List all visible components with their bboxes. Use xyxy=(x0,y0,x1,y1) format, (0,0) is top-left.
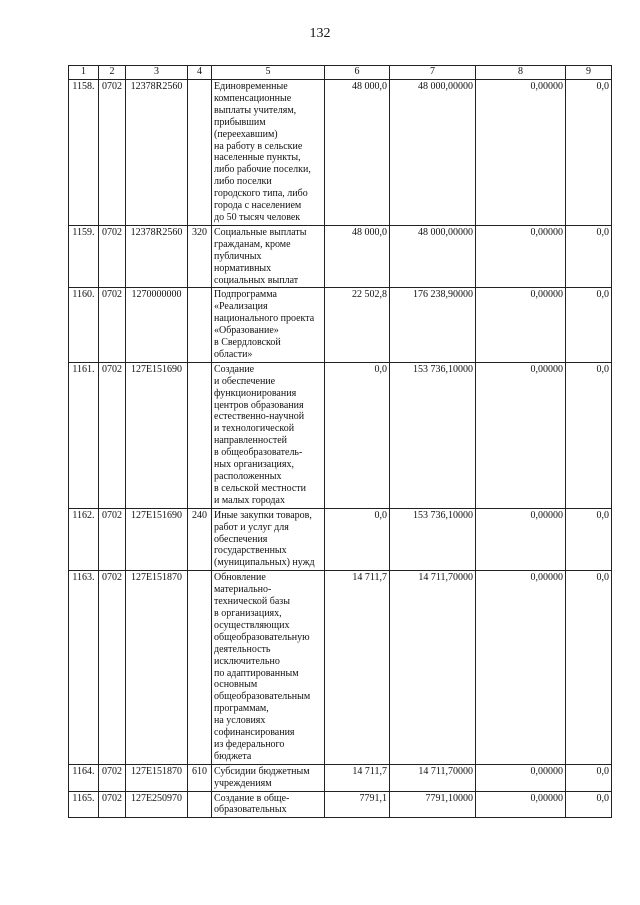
amount-cell: 0,00000 xyxy=(476,225,566,288)
column-header: 9 xyxy=(566,66,612,80)
amount-cell: 0,0 xyxy=(566,288,612,362)
amount-cell: 0,00000 xyxy=(476,362,566,508)
name-line: городского типа, либо xyxy=(214,188,308,200)
row-number-cell: 1163. xyxy=(69,571,99,765)
column-header: 7 xyxy=(390,66,476,80)
name-cell xyxy=(212,225,325,288)
amount-cell: 153 736,10000 xyxy=(390,362,476,508)
amount-cell: 14 711,70000 xyxy=(390,571,476,765)
name-line: в Свердловской xyxy=(214,337,281,349)
name-line: национального проекта xyxy=(214,313,315,325)
name-line: в сельской местности xyxy=(214,482,306,494)
amount-cell: 0,0 xyxy=(566,791,612,818)
amount-cell: 176 238,90000 xyxy=(390,288,476,362)
target-article-cell: 127E151870 xyxy=(126,571,188,765)
name-line: социальных выплат xyxy=(214,274,299,286)
name-line: Единовременные xyxy=(214,81,288,92)
expense-type-cell: 610 xyxy=(188,764,212,791)
name-cell xyxy=(212,288,325,362)
table-row xyxy=(69,288,612,362)
table-row xyxy=(69,225,612,288)
target-article-cell: 127E151690 xyxy=(126,362,188,508)
expense-type-cell: 240 xyxy=(188,508,212,571)
name-cell xyxy=(212,508,325,571)
name-line: осуществляющих xyxy=(214,619,290,631)
table-row xyxy=(69,362,612,508)
amount-cell: 14 711,7 xyxy=(325,764,390,791)
amount-cell: 14 711,7 xyxy=(325,571,390,765)
name-line: Создание в обще- xyxy=(214,792,290,804)
name-line: общеобразовательную xyxy=(214,631,310,643)
section-code-cell: 0702 xyxy=(99,288,126,362)
name-line: по адаптированным xyxy=(214,667,299,679)
amount-cell: 153 736,10000 xyxy=(390,508,476,571)
name-line: области» xyxy=(214,348,253,360)
amount-cell: 0,0 xyxy=(566,225,612,288)
page-number: 132 xyxy=(309,26,331,41)
name-line: до 50 тысяч человек xyxy=(214,211,301,223)
section-code-cell: 0702 xyxy=(99,764,126,791)
row-number-cell: 1164. xyxy=(69,764,99,791)
amount-cell: 48 000,00000 xyxy=(390,225,476,288)
amount-cell: 0,0 xyxy=(325,362,390,508)
column-header: 4 xyxy=(188,66,212,80)
section-code-cell: 0702 xyxy=(99,791,126,818)
name-line: Обновление xyxy=(214,572,266,584)
table-body xyxy=(69,80,612,818)
name-line: прибывшим xyxy=(214,116,266,128)
name-line: образовательных xyxy=(214,804,287,816)
name-line: публичных xyxy=(214,250,262,262)
row-number-cell: 1165. xyxy=(69,791,99,818)
name-line: ных организациях, xyxy=(214,459,295,471)
amount-cell: 7791,10000 xyxy=(390,791,476,818)
target-article-cell: 1270000000 xyxy=(126,288,188,362)
expense-type-cell xyxy=(188,362,212,508)
column-header: 5 xyxy=(212,66,325,80)
name-line: города с населением xyxy=(214,200,302,212)
name-line: в организациях, xyxy=(214,607,282,619)
name-line: на условиях xyxy=(214,715,266,727)
name-line: функционирования xyxy=(214,387,297,399)
table-row xyxy=(69,764,612,791)
amount-cell: 0,00000 xyxy=(476,791,566,818)
expense-type-cell: 320 xyxy=(188,225,212,288)
amount-cell: 0,00000 xyxy=(476,571,566,765)
column-header: 2 xyxy=(99,66,126,80)
name-line: либо рабочие поселки, xyxy=(214,164,311,176)
amount-cell: 0,0 xyxy=(566,80,612,226)
amount-cell: 0,00000 xyxy=(476,288,566,362)
target-article-cell: 127E151870 xyxy=(126,764,188,791)
amount-cell: 0,00000 xyxy=(476,80,566,226)
budget-table xyxy=(68,65,612,818)
name-line: естественно-научной xyxy=(214,411,305,423)
name-line: гражданам, кроме xyxy=(214,238,291,250)
name-cell xyxy=(212,791,325,818)
expense-type-cell xyxy=(188,288,212,362)
row-number-cell: 1161. xyxy=(69,362,99,508)
name-line: нормативных xyxy=(214,262,272,274)
name-line: населенные пункты, xyxy=(214,152,301,164)
target-article-cell: 127E151690 xyxy=(126,508,188,571)
amount-cell: 48 000,0 xyxy=(325,225,390,288)
name-line: и технологической xyxy=(214,423,295,435)
row-number-cell: 1162. xyxy=(69,508,99,571)
name-line: (переехавшим) xyxy=(214,128,278,140)
name-line: софинансирования xyxy=(214,727,295,739)
row-number-cell: 1158. xyxy=(69,80,99,226)
name-line: бюджета xyxy=(214,750,252,762)
name-line: обеспечения xyxy=(214,533,268,545)
name-line: общеобразовательным xyxy=(214,691,311,703)
name-line: работ и услуг для xyxy=(214,521,289,533)
expense-type-cell xyxy=(188,791,212,818)
amount-cell: 7791,1 xyxy=(325,791,390,818)
section-code-cell: 0702 xyxy=(99,225,126,288)
table-header-row xyxy=(69,66,612,80)
name-line: «Реализация xyxy=(214,301,268,313)
table-row xyxy=(69,571,612,765)
section-code-cell: 0702 xyxy=(99,362,126,508)
amount-cell: 0,00000 xyxy=(476,508,566,571)
name-line: учреждениям xyxy=(214,777,272,789)
name-line: основным xyxy=(214,679,258,691)
amount-cell: 14 711,70000 xyxy=(390,764,476,791)
name-line: либо поселки xyxy=(214,176,272,188)
name-line: исключительно xyxy=(214,655,280,667)
table-row xyxy=(69,508,612,571)
name-line: центров образования xyxy=(214,399,304,411)
name-line: Иные закупки товаров, xyxy=(214,509,312,521)
name-line: Социальные выплаты xyxy=(214,226,307,238)
target-article-cell: 12378R2560 xyxy=(126,225,188,288)
amount-cell: 0,0 xyxy=(566,362,612,508)
name-line: Субсидии бюджетным xyxy=(214,765,310,777)
amount-cell: 0,00000 xyxy=(476,764,566,791)
name-line: направленностей xyxy=(214,435,288,447)
name-cell xyxy=(212,571,325,765)
row-number-cell: 1160. xyxy=(69,288,99,362)
amount-cell: 48 000,00000 xyxy=(390,80,476,226)
name-cell xyxy=(212,80,325,226)
section-code-cell: 0702 xyxy=(99,508,126,571)
target-article-cell: 12378R2560 xyxy=(126,80,188,226)
name-line: деятельность xyxy=(214,643,271,655)
column-header: 3 xyxy=(126,66,188,80)
name-line: расположенных xyxy=(214,471,282,482)
section-code-cell: 0702 xyxy=(99,80,126,226)
name-line: (муниципальных) нужд xyxy=(214,557,315,569)
name-line: и малых городах xyxy=(214,494,285,506)
amount-cell: 0,0 xyxy=(325,508,390,571)
name-cell xyxy=(212,362,325,508)
name-line: программам, xyxy=(214,703,269,715)
section-code-cell: 0702 xyxy=(99,571,126,765)
name-line: и обеспечение xyxy=(214,375,276,387)
name-line: материально- xyxy=(214,584,272,596)
name-line: в общеобразователь- xyxy=(214,447,303,459)
name-line: компенсационные xyxy=(214,92,292,104)
name-line: технической базы xyxy=(214,596,290,608)
amount-cell: 48 000,0 xyxy=(325,80,390,226)
amount-cell: 0,0 xyxy=(566,764,612,791)
name-line: на работу в сельские xyxy=(214,140,303,152)
amount-cell: 0,0 xyxy=(566,571,612,765)
column-header: 6 xyxy=(325,66,390,80)
name-line: выплаты учителям, xyxy=(214,104,297,116)
row-number-cell: 1159. xyxy=(69,225,99,288)
name-line: Подпрограмма xyxy=(214,289,277,301)
table-row xyxy=(69,80,612,226)
expense-type-cell xyxy=(188,571,212,765)
amount-cell: 22 502,8 xyxy=(325,288,390,362)
name-line: государственных xyxy=(214,545,287,557)
column-header: 1 xyxy=(69,66,99,80)
table-row xyxy=(69,791,612,818)
name-cell xyxy=(212,764,325,791)
name-line: «Образование» xyxy=(214,325,279,337)
amount-cell: 0,0 xyxy=(566,508,612,571)
name-line: Создание xyxy=(214,363,255,375)
name-line: из федерального xyxy=(214,738,285,750)
expense-type-cell xyxy=(188,80,212,226)
target-article-cell: 127E250970 xyxy=(126,791,188,818)
column-header: 8 xyxy=(476,66,566,80)
